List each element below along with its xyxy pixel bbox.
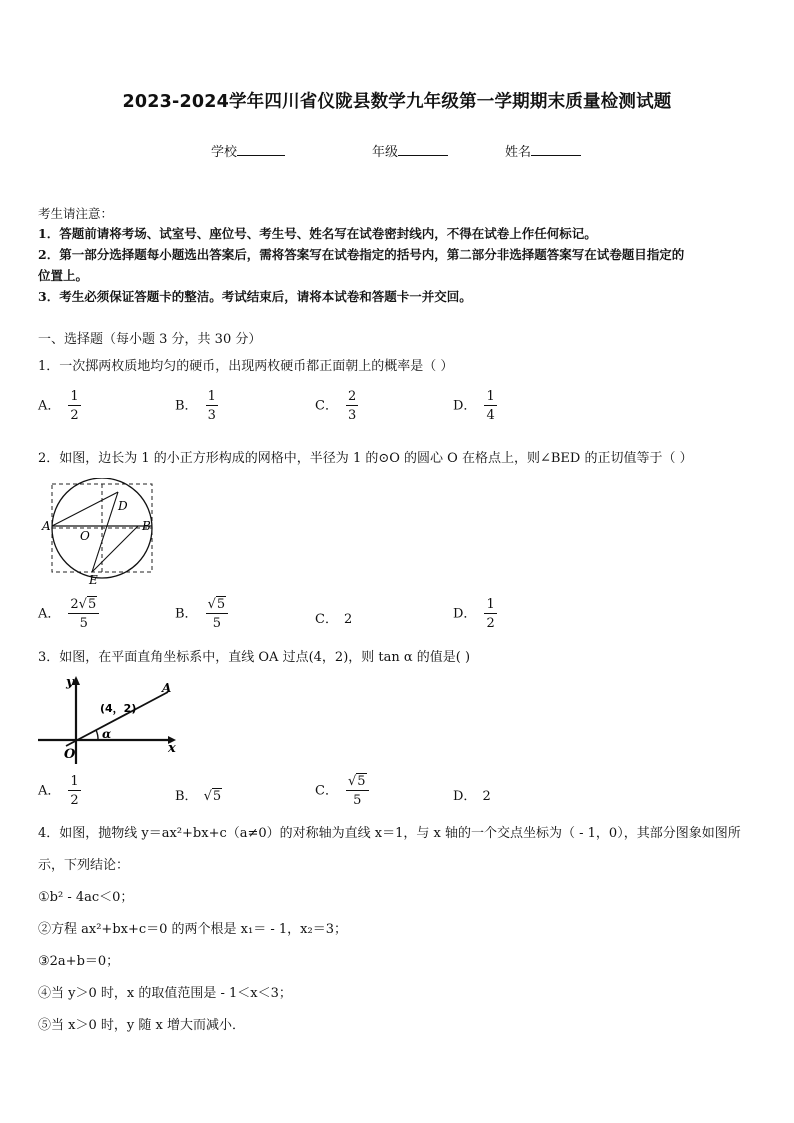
- q2-figure: [38, 478, 158, 590]
- label-a: A: [42, 519, 51, 533]
- label-point: (4，2): [100, 702, 137, 715]
- name-blank: [531, 143, 581, 156]
- q3-option-b: B． √5: [175, 789, 222, 804]
- label-alpha: α: [102, 727, 112, 741]
- grid-lines: [52, 484, 152, 572]
- q4-conclusion-4: ④当 y＞0 时，x 的取值范围是 - 1＜x＜3；: [38, 986, 292, 1001]
- page-title: 2023-2024学年四川省仪陇县数学九年级第一学期期末质量检测试题: [122, 92, 672, 112]
- school-label: 学校: [211, 145, 238, 160]
- q1-option-b: B． $\frac{1}{3}$: [175, 389, 216, 423]
- q1-stem: 1．一次掷两枚质地均匀的硬币，出现两枚硬币都正面朝上的概率是（ ）: [38, 359, 454, 374]
- school-blank: [237, 143, 285, 156]
- q4-conclusion-3: ③2a+b＝0；: [38, 954, 120, 969]
- q3-figure: [36, 672, 182, 768]
- name-label: 姓名: [505, 145, 532, 160]
- q2-stem: 2．如图，边长为 1 的小正方形构成的网格中，半径为 1 的⊙O 的圆心 O 在格点上，则∠BED 的正切值等于（ ）: [38, 451, 693, 466]
- notice-item-2: 2．第一部分选择题每小题选出答案后，需将答案写在试卷指定的括号内，第二部分非选择题答案写在试卷题目指定的: [38, 247, 685, 262]
- label-b: B: [142, 519, 151, 533]
- q4-stem-line1: 4．如图，抛物线 y＝ax²+bx+c（a≠0）的对称轴为直线 x＝1，与 x 轴的一个交点坐标为（ - 1，0），其部分图象如图所: [38, 826, 741, 841]
- school-field: [211, 141, 285, 160]
- q2-option-c: C． 2: [315, 612, 353, 627]
- line-oa: [66, 692, 168, 746]
- grade-blank: [398, 143, 448, 156]
- q4-conclusion-2: ②方程 ax²+bx+c＝0 的两个根是 x₁＝ - 1，x₂＝3；: [38, 922, 347, 937]
- q3-stem: 3．如图，在平面直角坐标系中，直线 OA 过点(4，2)，则 tan α 的值是( ): [38, 650, 471, 665]
- section-heading: 一、选择题（每小题 3 分，共 30 分）: [38, 332, 262, 347]
- q1-option-a: A． $\frac{1}{2}$: [38, 389, 79, 423]
- notice-item-2-cont: 位置上。: [38, 268, 89, 283]
- notice-item-3: 3．考生必须保证答题卡的整洁。考试结束后，请将本试卷和答题卡一并交回。: [38, 289, 472, 304]
- label-d: D: [118, 499, 128, 513]
- grade-label: 年级: [372, 145, 399, 160]
- label-x: x: [168, 741, 176, 756]
- label-a: A: [162, 681, 172, 695]
- q1-option-c: C． $\frac{2}{3}$: [315, 389, 357, 423]
- q3-option-d: D． 2: [453, 789, 491, 804]
- q3-option-c: C． $\frac{√5}{5}$: [315, 775, 369, 807]
- q1-option-d: D． $\frac{1}{4}$: [453, 389, 495, 423]
- q4-conclusion-1: ①b² - 4ac＜0；: [38, 890, 134, 905]
- q4-conclusion-5: ⑤当 x＞0 时，y 随 x 增大而减小．: [38, 1018, 245, 1033]
- notice-heading: 考生请注意：: [38, 206, 114, 221]
- q2-option-b: B． $\frac{√5}{5}$: [175, 598, 228, 630]
- label-o: O: [80, 529, 90, 543]
- notice-item-1: 1．答题前请将考场、试室号、座位号、考生号、姓名写在试卷密封线内，不得在试卷上作任何标记。: [38, 226, 597, 241]
- label-e: E: [89, 573, 98, 587]
- grade-field: [372, 141, 448, 160]
- q2-option-d: D． $\frac{1}{2}$: [453, 597, 495, 631]
- q4-stem-line2: 示，下列结论：: [38, 858, 130, 873]
- name-field: [505, 141, 581, 160]
- label-y: y: [66, 675, 74, 690]
- q3-option-a: A． $\frac{1}{2}$: [38, 774, 79, 808]
- q2-option-a: A． $\frac{2√5}{5}$: [38, 598, 99, 630]
- label-o: O: [64, 747, 76, 762]
- angle-alpha-arc: [96, 730, 98, 740]
